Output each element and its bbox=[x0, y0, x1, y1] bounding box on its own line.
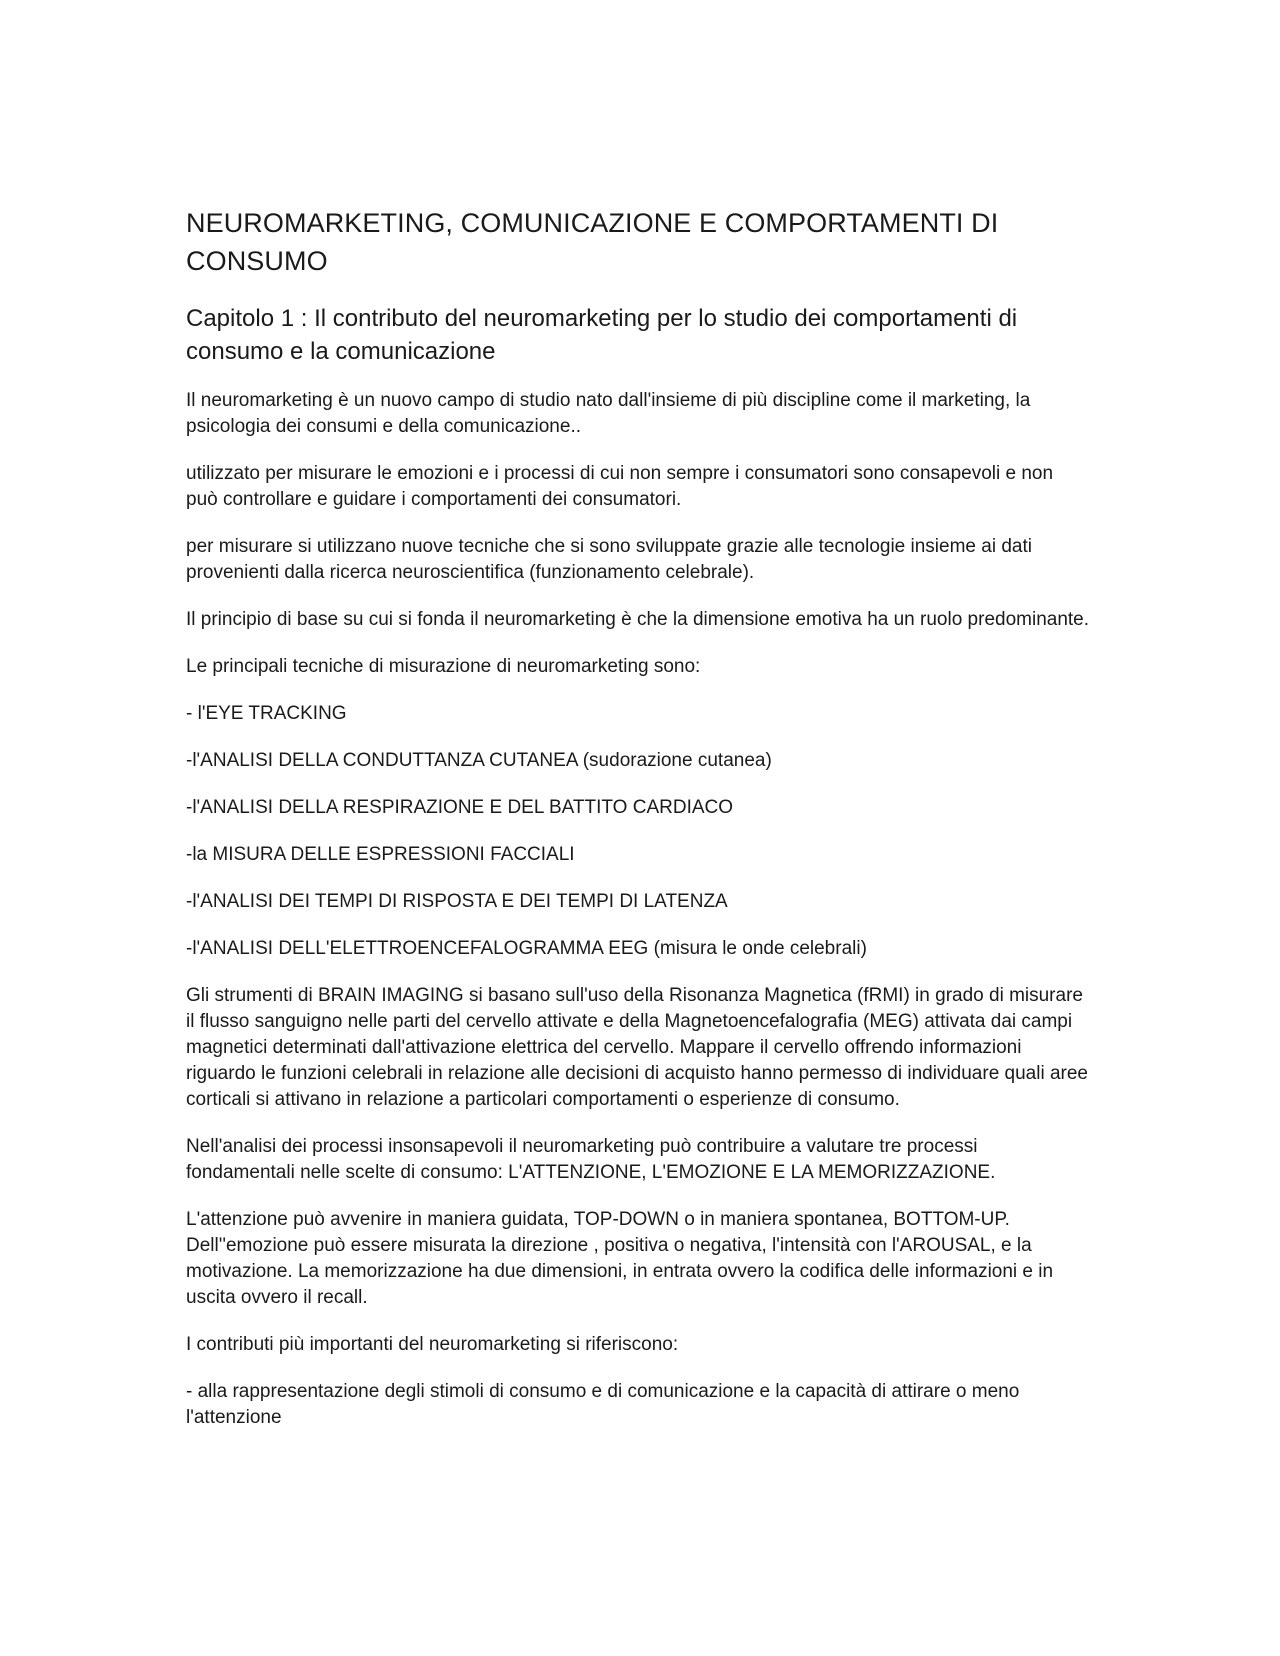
document-body bbox=[186, 204, 1090, 1452]
paragraph-attention-emotion-memory: L'attenzione può avvenire in maniera guidata, TOP-DOWN o in maniera spontanea, BOTTOM-UP. Dell''emozione può essere misurata la direzione , positiva o negativa, l'intensità con l'AROUSAL, e la motivazione. La memorizzazione ha due dimensioni, in entrata ovvero la codifica delle informazioni e in uscita ovvero il recall. bbox=[186, 1209, 1054, 1308]
paragraph-intro: Il neuromarketing è un nuovo campo di studio nato dall'insieme di più discipline come il marketing, la psicologia dei consumi e della comunicazione.. bbox=[186, 390, 1031, 437]
technique-item-respiration-heartbeat: -l'ANALISI DELLA RESPIRAZIONE E DEL BATTITO CARDIACO bbox=[186, 797, 734, 818]
chapter-title: Capitolo 1 : Il contributo del neuromarketing per lo studio dei comportamenti di consumo e la comunicazione bbox=[186, 305, 1018, 365]
technique-item-eye-tracking: - l'EYE TRACKING bbox=[186, 703, 347, 724]
paragraph-techniques-origin: per misurare si utilizzano nuove tecniche che si sono sviluppate grazie alle tecnologie insieme ai dati provenienti dalla ricerca neuroscientifica (funzionamento celebrale). bbox=[186, 536, 1032, 583]
paragraph-contributions-intro: I contributi più importanti del neuromarketing si riferiscono: bbox=[186, 1334, 679, 1355]
technique-item-skin-conductance: -l'ANALISI DELLA CONDUTTANZA CUTANEA (sudorazione cutanea) bbox=[186, 750, 772, 771]
document-title: NEUROMARKETING, COMUNICAZIONE E COMPORTAMENTI DI CONSUMO bbox=[186, 208, 999, 276]
technique-item-response-latency: -l'ANALISI DEI TEMPI DI RISPOSTA E DEI TEMPI DI LATENZA bbox=[186, 891, 728, 912]
paragraph-brain-imaging: Gli strumenti di BRAIN IMAGING si basano sull'uso della Risonanza Magnetica (fRMI) in grado di misurare il flusso sanguigno nelle parti del cervello attivate e della Magnetoencefalografia (MEG) attivata dai campi magnetici determinati dall'attivazione elettrica del cervello. Mappare il cervello offrendo informazioni riguardo le funzioni celebrali in relazione alle decisioni di acquisto hanno permesso di individuare quali aree corticali si attivano in relazione a particolari comportamenti o esperienze di consumo. bbox=[186, 985, 1088, 1110]
paragraph-contribution-stimuli: - alla rappresentazione degli stimoli di consumo e di comunicazione e la capacità di attirare o meno l'attenzione bbox=[186, 1381, 1020, 1428]
paragraph-unconscious-processes: Nell'analisi dei processi insonsapevoli il neuromarketing può contribuire a valutare tre processi fondamentali nelle scelte di consumo: L'ATTENZIONE, L'EMOZIONE E LA MEMORIZZAZIONE. bbox=[186, 1136, 996, 1183]
paragraph-principle: Il principio di base su cui si fonda il neuromarketing è che la dimensione emotiva ha un ruolo predominante. bbox=[186, 609, 1090, 630]
paragraph-techniques-intro: Le principali tecniche di misurazione di neuromarketing sono: bbox=[186, 656, 701, 677]
paragraph-purpose: utilizzato per misurare le emozioni e i processi di cui non sempre i consumatori sono consapevoli e non può controllare e guidare i comportamenti dei consumatori. bbox=[186, 463, 1054, 510]
technique-item-facial-expressions: -la MISURA DELLE ESPRESSIONI FACCIALI bbox=[186, 844, 575, 865]
technique-item-eeg: -l'ANALISI DELL'ELETTROENCEFALOGRAMMA EEG (misura le onde celebrali) bbox=[186, 938, 867, 959]
